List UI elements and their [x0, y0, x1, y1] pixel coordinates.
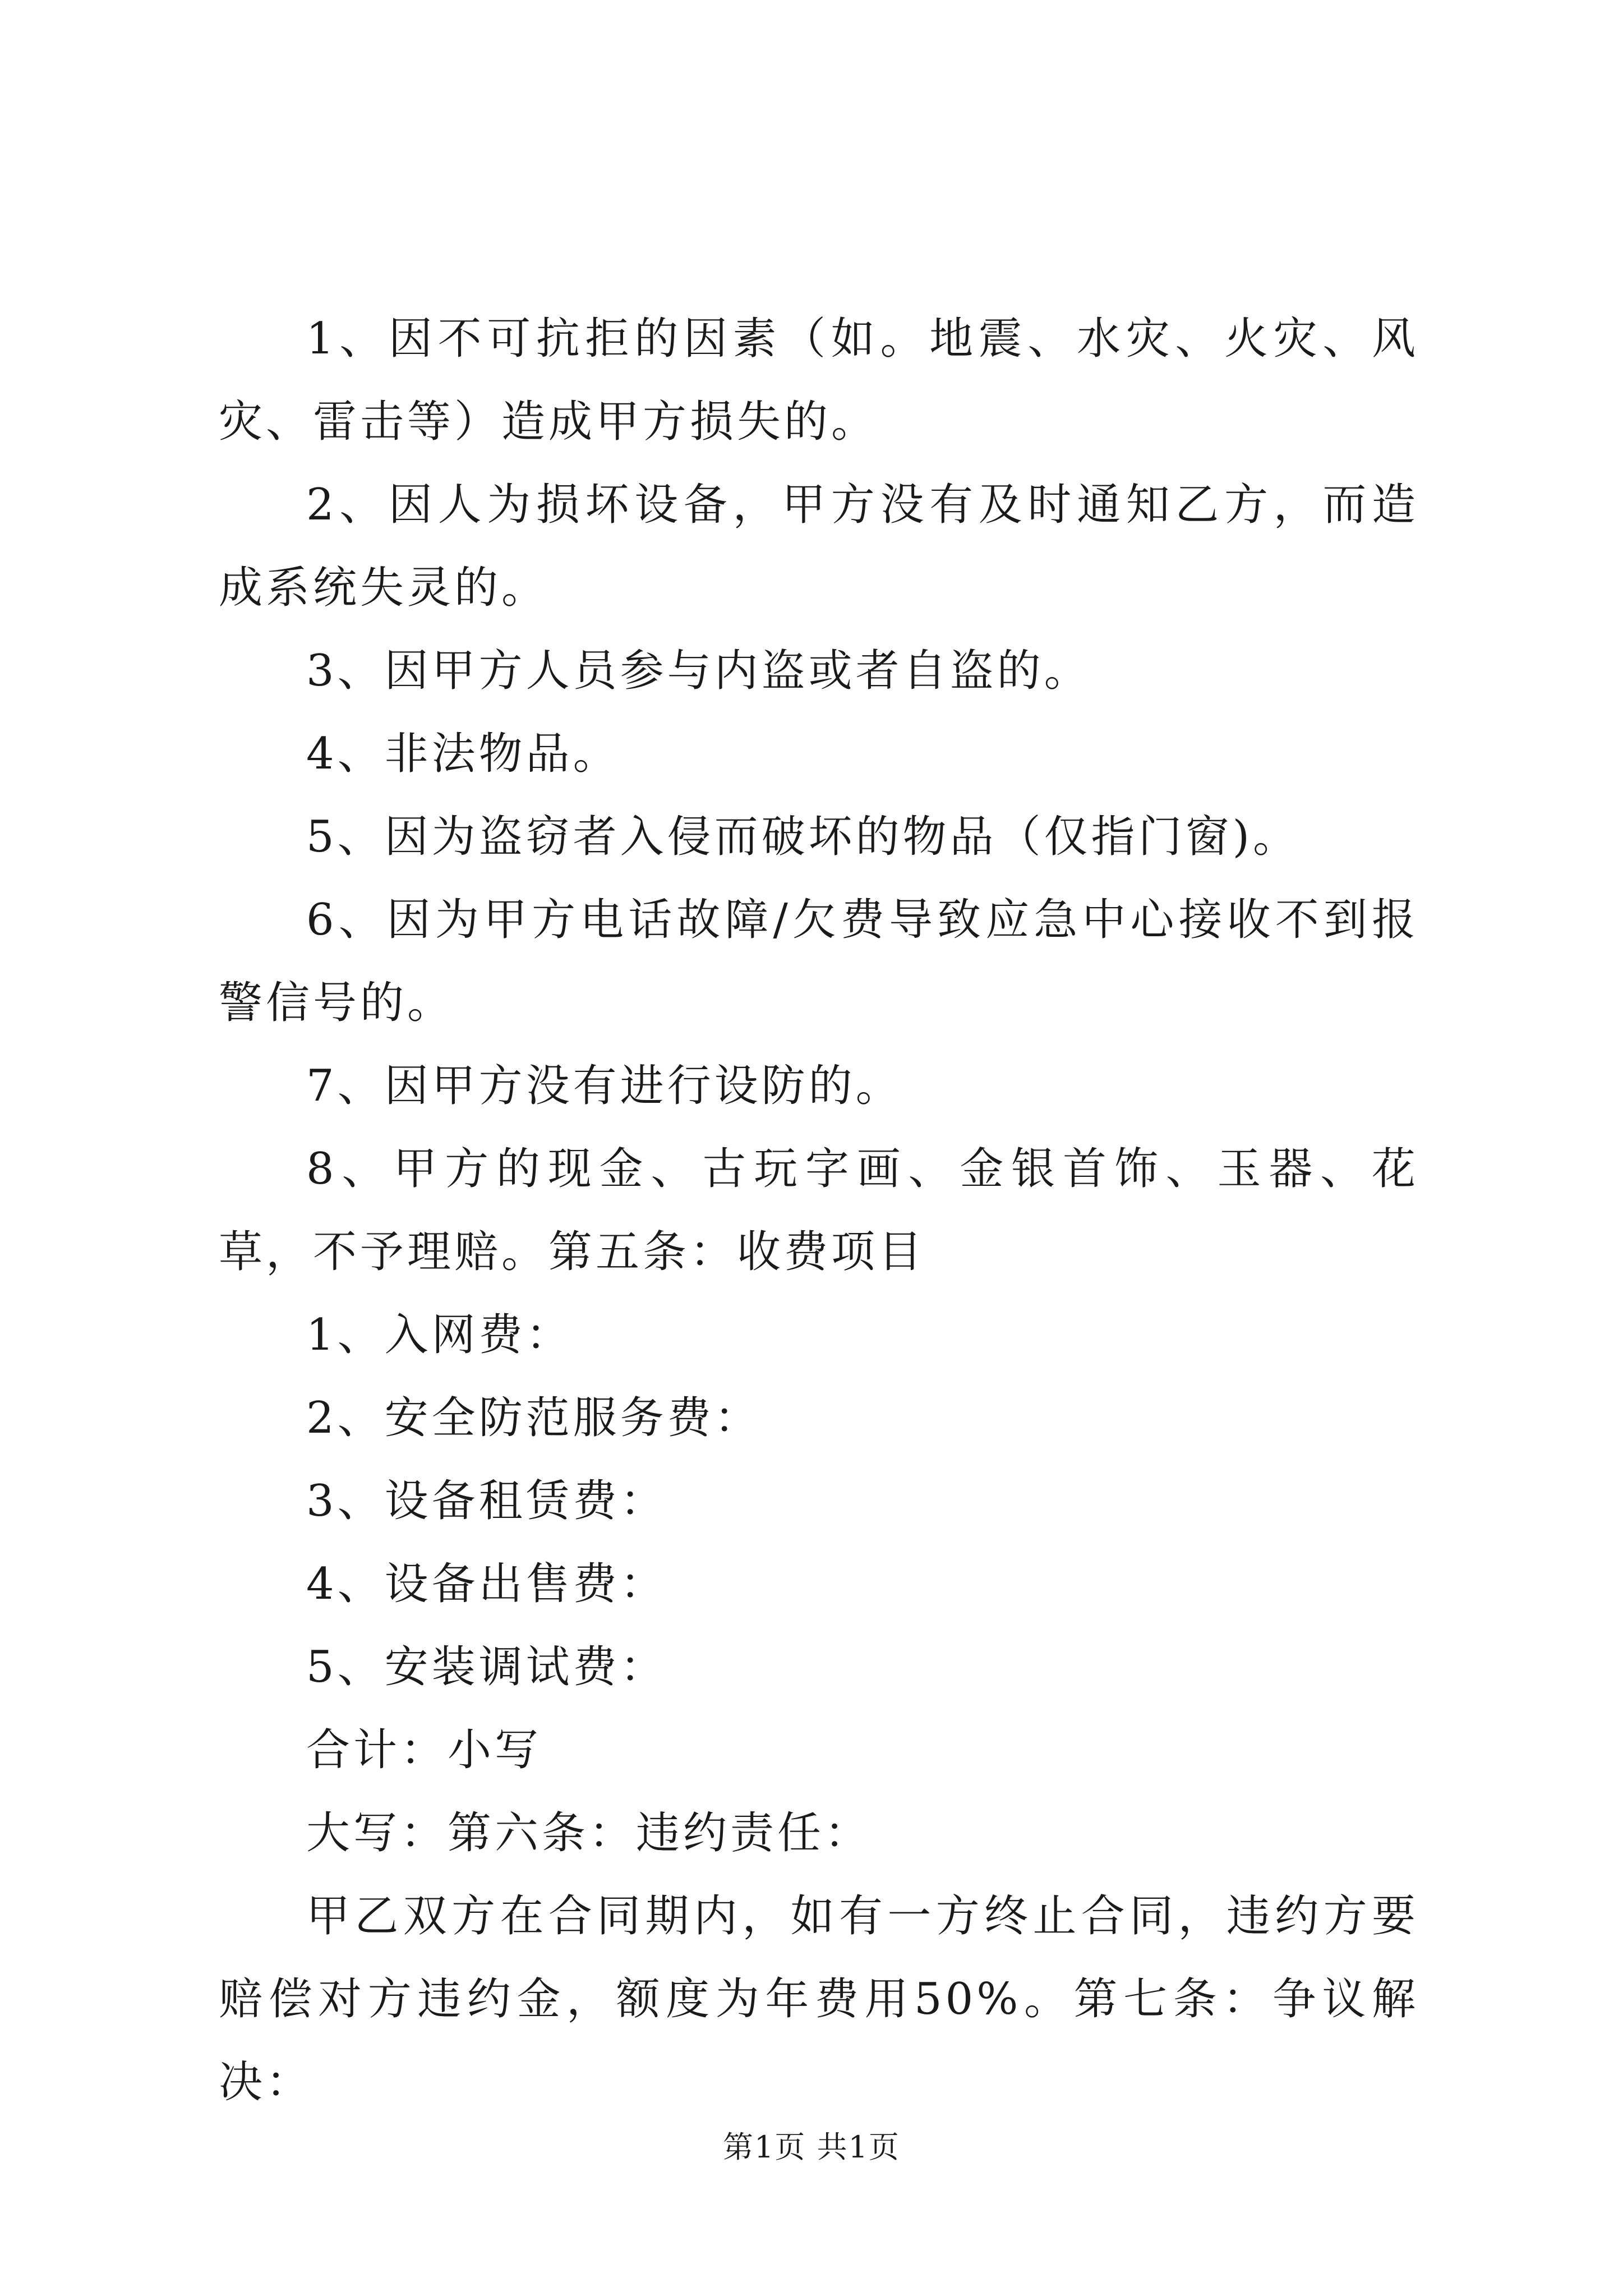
paragraph: 5、安装调试费： — [306, 1642, 667, 1692]
paragraph: 3、因甲方人员参与内盗或者自盗的。 — [306, 646, 1091, 696]
paragraph: 2、安全防范服务费： — [306, 1393, 762, 1443]
paragraph: 大写：第六条：违约责任： — [306, 1808, 872, 1858]
paragraph: 5、因为盗窃者入侵而破坏的物品（仅指门窗)。 — [306, 812, 1301, 862]
paragraph: 1、因不可抗拒的因素（如。地震、水灾、火灾、风灾、雷击等）造成甲方损失的。 — [219, 314, 1419, 447]
paragraph: 2、因人为损坏设备，甲方没有及时通知乙方，而造成系统失灵的。 — [219, 480, 1419, 613]
paragraph: 6、因为甲方电话故障/欠费导致应急中心接收不到报警信号的。 — [219, 895, 1419, 1028]
paragraph: 甲乙双方在合同期内，如有一方终止合同，违约方要赔偿对方违约金，额度为年费用50%。第七条：争议解决： — [219, 1891, 1419, 2108]
document-body — [219, 297, 1419, 2124]
page-footer: 第1页 共1页 — [723, 2129, 900, 2165]
paragraph: 7、因甲方没有进行设防的。 — [306, 1061, 903, 1111]
paragraph: 1、入网费： — [306, 1310, 573, 1360]
paragraph: 合计：小写 — [306, 1725, 542, 1775]
paragraph: 4、非法物品。 — [306, 729, 620, 779]
paragraph: 3、设备租赁费： — [306, 1476, 667, 1526]
paragraph: 8、甲方的现金、古玩字画、金银首饰、玉器、花草，不予理赔。第五条：收费项目 — [219, 1144, 1419, 1277]
paragraph: 4、设备出售费： — [306, 1559, 667, 1609]
